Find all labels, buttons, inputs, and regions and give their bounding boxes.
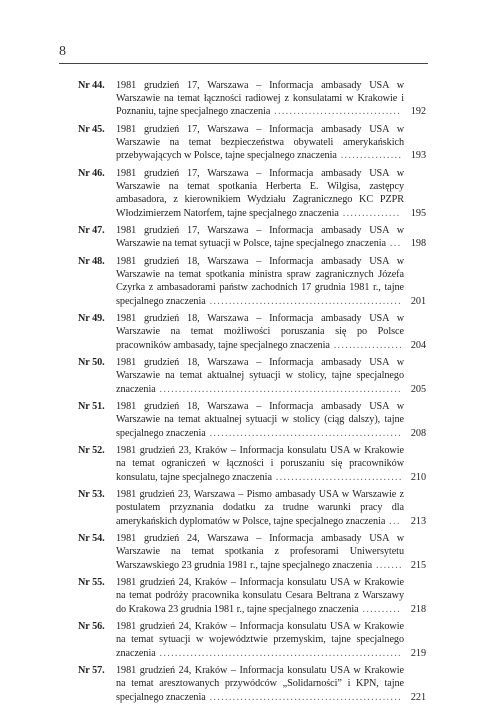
entry-number: Nr 56. xyxy=(78,621,105,633)
entry-number: Nr 51. xyxy=(78,401,105,413)
dot-leader: .................................................. xyxy=(205,427,402,439)
entry-body xyxy=(116,620,404,660)
entry-number: Nr 53. xyxy=(78,489,105,501)
dot-leader: ............................................................... xyxy=(155,647,402,659)
dot-leader: ... xyxy=(385,515,401,527)
toc-entry xyxy=(78,224,426,250)
dot-leader: .................................................. xyxy=(205,295,402,307)
entry-page-number: 195 xyxy=(410,207,426,219)
entry-title: 1981 grudzień 23, Kraków – Informacja konsulatu USA w Krakowie na temat ograniczeń w łączności i poruszaniu się pracowników konsulatu, tajne specjalnego znaczenia xyxy=(116,445,404,483)
toc-entry xyxy=(78,123,426,163)
entry-number: Nr 48. xyxy=(78,256,105,267)
toc-entry xyxy=(78,576,426,616)
entry-body xyxy=(116,664,404,704)
entry-body xyxy=(116,532,404,572)
toc-entry xyxy=(78,356,426,396)
entry-title: 1981 grudzień 17, Warszawa – Informacja ambasady USA w Warszawie na temat spotkania Herberta E. Wilgisa, zastępcy ambasadora, z kierownikiem Wydziału Zagranicznego KC PZPR Włodzimierzem Natorfem, tajne specjalnego znaczenia xyxy=(116,168,404,219)
entry-page-number: 205 xyxy=(410,383,426,395)
dot-leader: ................................. xyxy=(270,106,402,118)
entry-number: Nr 49. xyxy=(78,313,105,325)
entry-page-number: 210 xyxy=(410,471,426,483)
entry-number: Nr 54. xyxy=(78,533,105,545)
entry-number: Nr 55. xyxy=(78,577,105,589)
toc-entry xyxy=(78,79,426,119)
toc-entry xyxy=(78,664,426,704)
entry-title: 1981 grudzień 17, Warszawa – Informacja ambasady USA w Warszawie na temat sytuacji w Polsce, tajne specjalnego znaczenia xyxy=(116,225,404,250)
entry-number: Nr 52. xyxy=(78,445,105,457)
entry-page-number: 201 xyxy=(410,295,426,307)
entry-page-number: 219 xyxy=(410,647,426,659)
entry-title: 1981 grudzień 18, Warszawa – Informacja ambasady USA w Warszawie na temat możliwości poruszania się po Polsce pracowników ambasady, tajne specjalnego znaczenia xyxy=(116,313,404,351)
entry-page-number: 198 xyxy=(410,238,426,250)
entry-title: 1981 grudzień 24, Kraków – Informacja konsulatu USA w Krakowie na temat sytuacji w województwie przemyskim, tajne specjalnego znaczenia xyxy=(116,621,404,659)
dot-leader: ............... xyxy=(338,207,401,219)
entry-title: 1981 grudzień 23, Warszawa – Pismo ambasady USA w Warszawie z postulatem przyznania dodatku za trudne warunki pracy dla amerykańskich dyplomatów w Polsce, tajne specjalnego znaczenia xyxy=(116,489,404,527)
entry-page-number: 192 xyxy=(410,106,426,118)
entry-title: 1981 grudzień 18, Warszawa – Informacja ambasady USA w Warszawie na temat spotkania ministra spraw zagranicznych Józefa Czyrka z ambasadorami państw zachodnich 17 grudnia 1981 r., tajne specjalnego znaczenia xyxy=(116,256,404,307)
dot-leader: ................................. xyxy=(271,471,403,483)
entry-page-number: 218 xyxy=(410,603,426,615)
toc-entry xyxy=(78,620,426,660)
entry-body xyxy=(116,488,404,528)
entry-body xyxy=(116,356,404,396)
toc-entry xyxy=(78,444,426,484)
dot-leader: .................. xyxy=(329,339,403,351)
entry-title: 1981 grudzień 17, Warszawa – Informacja ambasady USA w Warszawie na temat bezpieczeństwa obywateli amerykańskich przebywających w Polsce, tajne specjalnego znaczenia xyxy=(116,124,404,162)
entry-body xyxy=(116,400,404,440)
entry-number: Nr 50. xyxy=(78,357,105,369)
entry-page-number: 208 xyxy=(410,427,426,439)
dot-leader: ............................................................... xyxy=(155,383,402,395)
toc-entry xyxy=(78,400,426,440)
toc-entry xyxy=(78,167,426,220)
entry-page-number: 204 xyxy=(410,339,426,351)
toc-entry xyxy=(78,532,426,572)
entry-title: 1981 grudzień 24, Kraków – Informacja konsulatu USA w Krakowie na temat aresztowanych przywódców „Solidarności” i KPN, tajne specjalnego znaczenia xyxy=(116,665,404,703)
entry-body xyxy=(116,167,404,220)
entry-page-number: 221 xyxy=(410,691,426,703)
toc-entry xyxy=(78,255,426,308)
entry-title: 1981 grudzień 18, Warszawa – Informacja ambasady USA w Warszawie na temat aktualnej sytuacji w stolicy (ciąg dalszy), tajne specjalnego znaczenia xyxy=(116,401,404,439)
entry-number: Nr 44. xyxy=(78,80,105,91)
entry-title: 1981 grudzień 24, Kraków – Informacja konsulatu USA w Krakowie na temat podróży pracownika konsulatu Cesara Beltrana z Warszawy do Krakowa 23 grudnia 1981 r., tajne specjalnego znaczenia xyxy=(116,577,404,615)
entry-page-number: 193 xyxy=(410,150,426,162)
entry-number: Nr 45. xyxy=(78,124,105,135)
dot-leader: .................................................. xyxy=(205,691,402,703)
toc-entry xyxy=(78,488,426,528)
entry-title: 1981 grudzień 24, Warszawa – Informacja ambasady USA w Warszawie na temat spotkania z profesorami Uniwersytetu Warszawskiego 23 grudnia 1981 r., tajne specjalnego znaczenia xyxy=(116,533,404,571)
entry-body xyxy=(116,312,404,352)
dot-leader: .......... xyxy=(358,603,401,615)
page-number: 8 xyxy=(59,44,66,59)
entry-number: Nr 57. xyxy=(78,665,105,677)
entry-number: Nr 47. xyxy=(78,225,105,237)
entry-body xyxy=(116,123,404,163)
table-of-contents xyxy=(78,79,426,708)
header-rule xyxy=(59,63,428,64)
entry-page-number: 215 xyxy=(410,559,426,571)
entry-title: 1981 grudzień 18, Warszawa – Informacja ambasady USA w Warszawie na temat aktualnej sytuacji w stolicy, tajne specjalnego znaczenia xyxy=(116,357,404,395)
dot-leader: ................ xyxy=(336,150,403,162)
entry-number: Nr 46. xyxy=(78,168,105,179)
entry-title: 1981 grudzień 17, Warszawa – Informacja ambasady USA w Warszawie na temat łączności radiowej z konsulatami w Krakowie i Poznaniu, tajne specjalnego znaczenia xyxy=(116,80,404,118)
entry-body xyxy=(116,444,404,484)
entry-page-number: 213 xyxy=(410,515,426,527)
entry-body xyxy=(116,255,404,308)
entry-body xyxy=(116,576,404,616)
dot-leader: ....... xyxy=(372,559,403,571)
entry-body xyxy=(116,79,404,119)
entry-body xyxy=(116,224,404,250)
toc-entry xyxy=(78,312,426,352)
dot-leader: ... xyxy=(386,238,402,250)
